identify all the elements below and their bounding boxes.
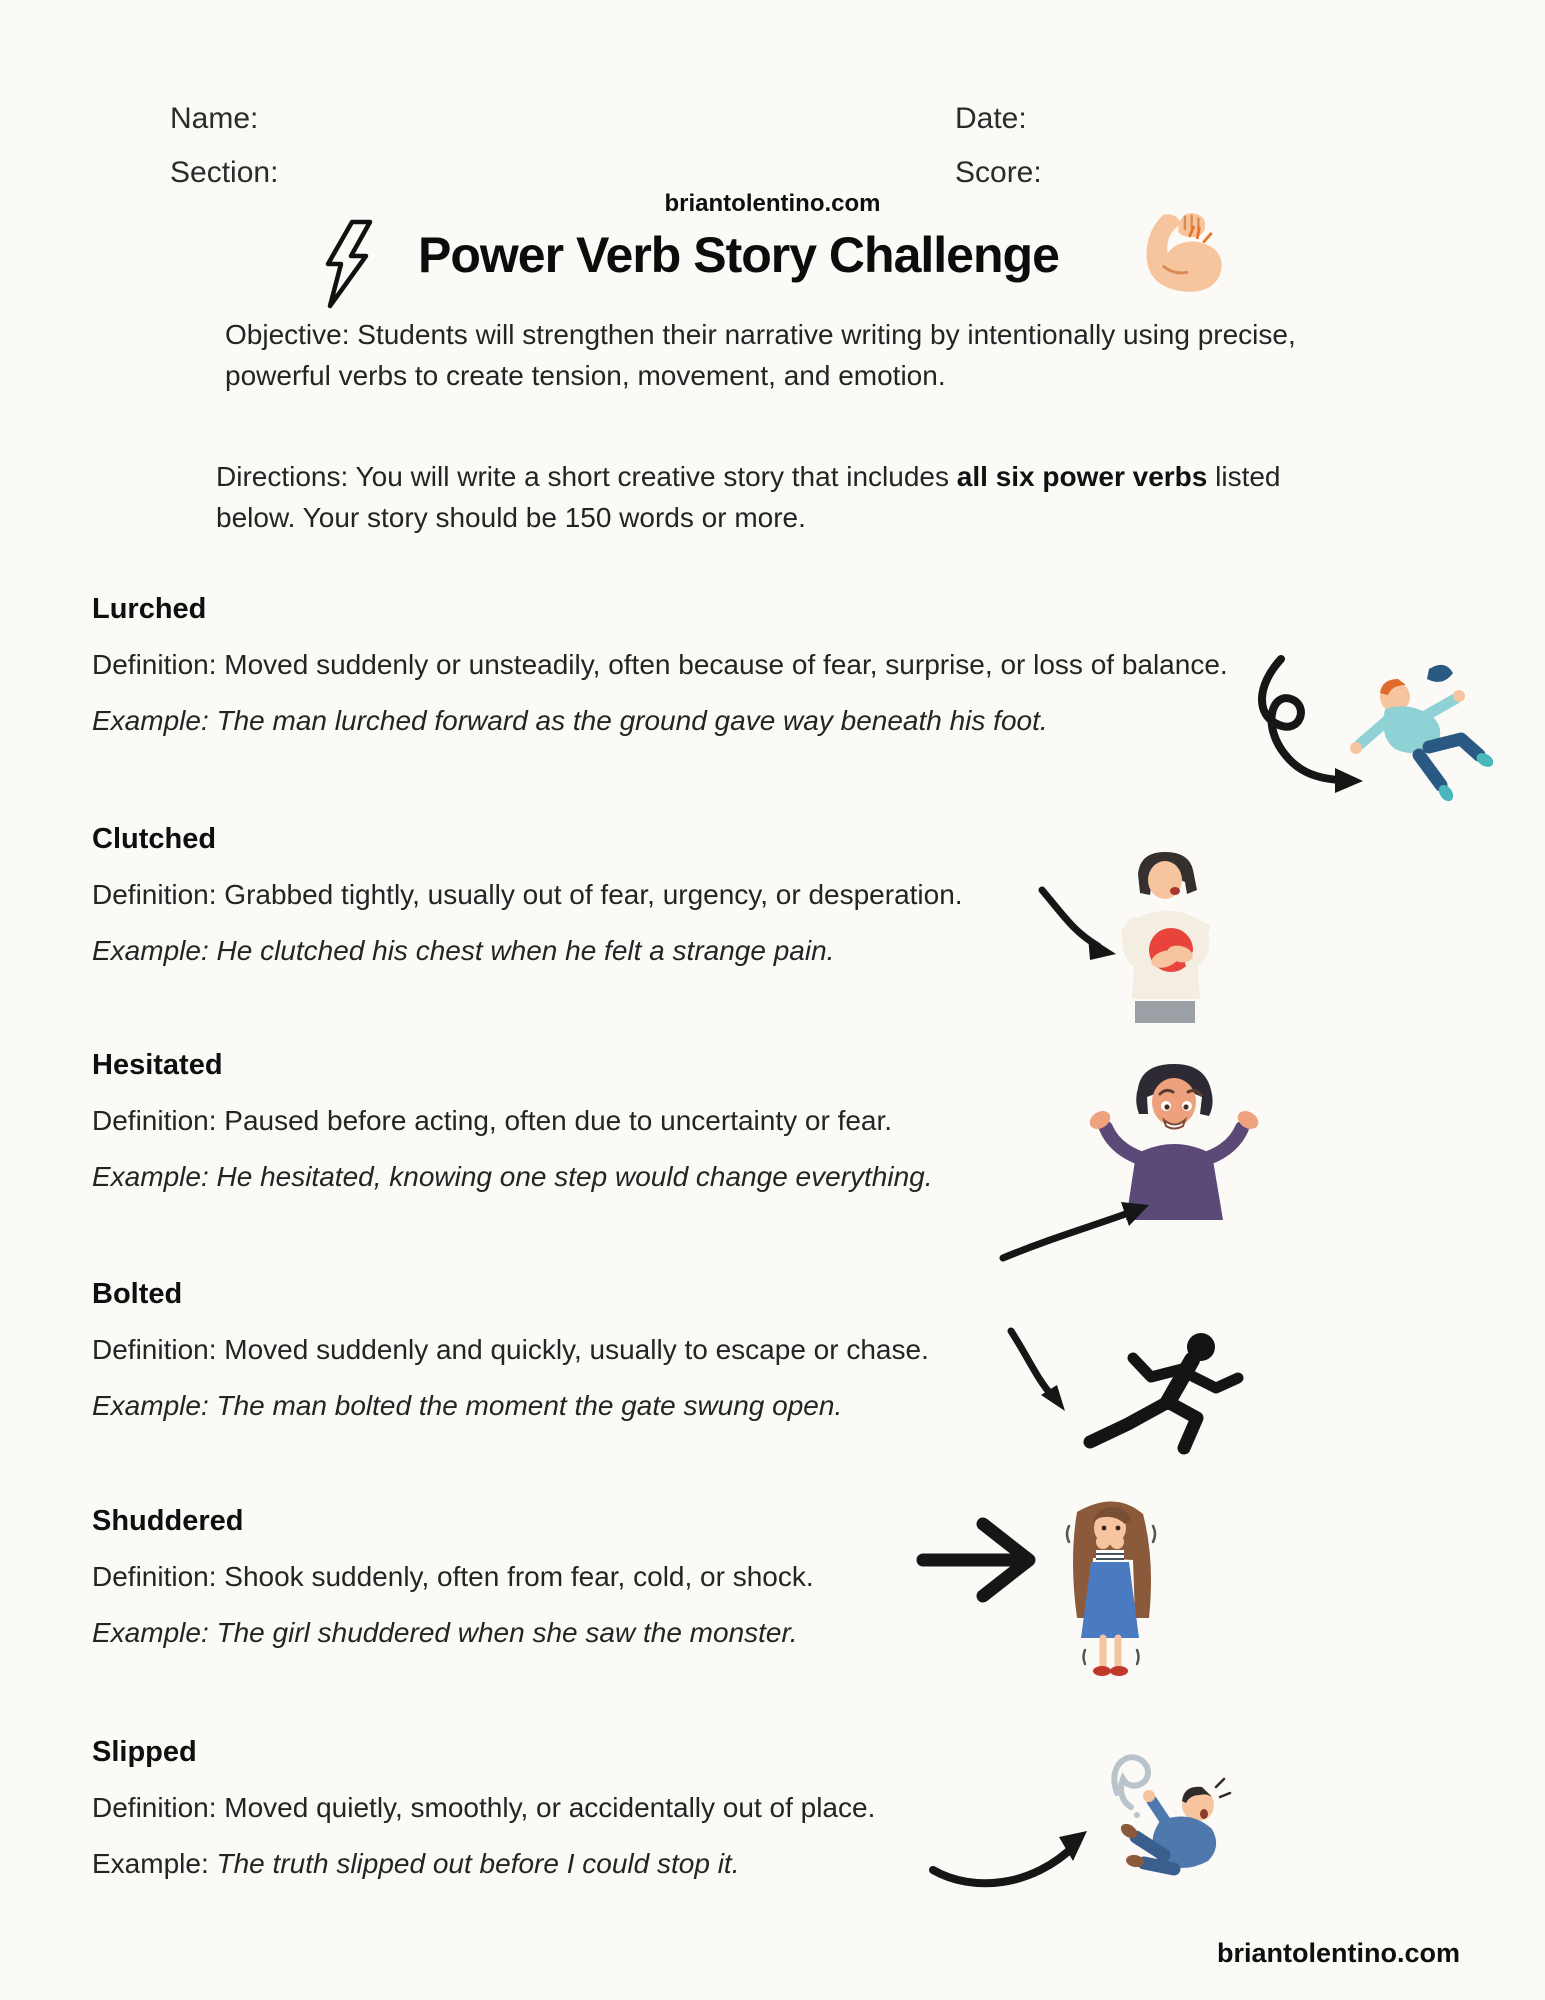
site-header: briantolentino.com bbox=[664, 190, 881, 217]
objective-text: Objective: Students will strengthen their narrative writing by intentionally using precise, powerful verbs to create tension, movement, and emotion. bbox=[225, 319, 1296, 391]
verb-example: Example: The girl shuddered when she saw the monster. bbox=[92, 1617, 798, 1648]
example-italic-text: The truth slipped out before I could stop it. bbox=[216, 1848, 740, 1879]
lightning-bolt-icon bbox=[318, 216, 380, 312]
verb-heading: Lurched bbox=[92, 593, 207, 625]
verb-definition: Definition: Moved suddenly and quickly, usually to escape or chase. bbox=[92, 1334, 929, 1365]
score-label: Score: bbox=[955, 156, 1042, 189]
example-label: Example: bbox=[92, 1848, 217, 1879]
verb-definition: Definition: Grabbed tightly, usually out of fear, urgency, or desperation. bbox=[92, 879, 963, 910]
running-man-illustration bbox=[995, 1325, 1245, 1463]
directions-bold: all six power verbs bbox=[956, 461, 1208, 492]
verb-definition: Definition: Moved quietly, smoothly, or accidentally out of place. bbox=[92, 1792, 876, 1823]
scared-girl-illustration bbox=[915, 1488, 1177, 1688]
verb-example: Example: The man lurched forward as the ground gave way beneath his foot. bbox=[92, 705, 1048, 736]
straight-arrow-icon bbox=[923, 1524, 1029, 1596]
curved-arrow-icon bbox=[1042, 890, 1116, 960]
verb-heading: Bolted bbox=[92, 1278, 183, 1310]
flexed-biceps-icon bbox=[1135, 206, 1231, 304]
verb-example: Example: He hesitated, knowing one step would change everything. bbox=[92, 1161, 933, 1192]
verb-heading: Slipped bbox=[92, 1736, 197, 1768]
slipping-man-illustration bbox=[925, 1745, 1237, 1923]
directions-text bbox=[216, 456, 1301, 538]
squiggle-arrow-icon bbox=[1262, 659, 1363, 793]
chest-pain-man-illustration bbox=[1030, 840, 1240, 1030]
verb-heading: Clutched bbox=[92, 823, 217, 855]
date-label: Date: bbox=[955, 102, 1027, 135]
directions-suffix: listed below. Your story should be 150 words or more. bbox=[216, 461, 1281, 533]
shrugging-man-illustration bbox=[995, 1060, 1265, 1265]
dizzy-squiggle-icon bbox=[1114, 1757, 1148, 1807]
page-title: Power Verb Story Challenge bbox=[418, 227, 1059, 283]
verb-example: Example: The man bolted the moment the gate swung open. bbox=[92, 1390, 843, 1421]
verb-section-shuddered bbox=[92, 1504, 1432, 1650]
verb-definition: Definition: Shook suddenly, often from fear, cold, or shock. bbox=[92, 1561, 814, 1592]
verb-definition: Definition: Paused before acting, often due to uncertainty or fear. bbox=[92, 1105, 893, 1136]
directions-prefix: Directions: You will write a short creative story that includes bbox=[216, 461, 957, 492]
curved-arrow-icon bbox=[1011, 1331, 1065, 1411]
verb-heading: Shuddered bbox=[92, 1505, 244, 1537]
verb-heading: Hesitated bbox=[92, 1049, 223, 1081]
site-footer: briantolentino.com bbox=[1217, 1938, 1460, 1968]
curved-arrow-icon bbox=[933, 1831, 1087, 1883]
verb-definition: Definition: Moved suddenly or unsteadily, often because of fear, surprise, or loss of balance. bbox=[92, 649, 1228, 680]
verb-example: Example: He clutched his chest when he felt a strange pain. bbox=[92, 935, 835, 966]
falling-man-illustration bbox=[1225, 645, 1493, 825]
name-label: Name: bbox=[170, 102, 259, 135]
curved-arrow-icon bbox=[1003, 1202, 1149, 1258]
section-label: Section: bbox=[170, 156, 279, 189]
